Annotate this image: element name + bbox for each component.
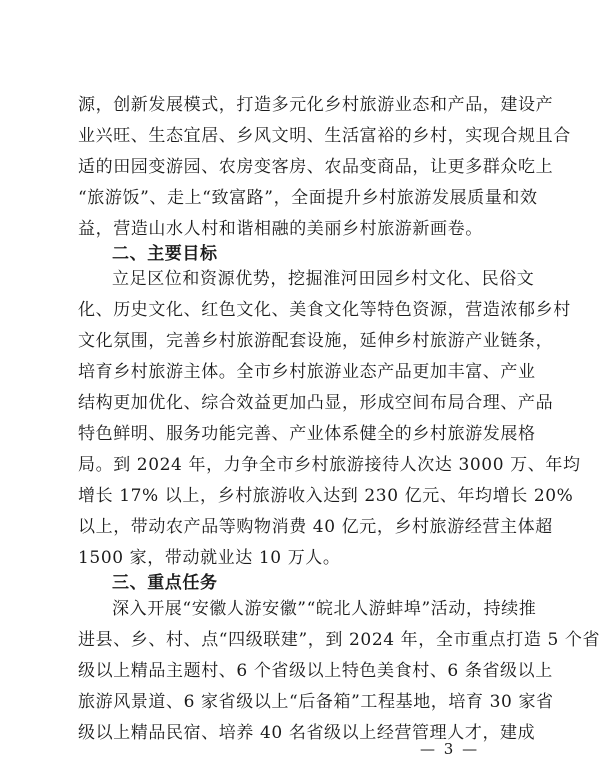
section-heading-main-goals: 二、主要目标 bbox=[112, 244, 218, 264]
body-line: 局。到 2024 年，力争全市乡村旅游接待人次达 3000 万、年均 bbox=[78, 455, 581, 475]
body-line: 培育乡村旅游主体。全市乡村旅游业态产品更加丰富、产业 bbox=[78, 362, 536, 382]
body-line: 立足区位和资源优势，挖掘淮河田园乡村文化、民俗文 bbox=[112, 269, 535, 289]
body-line: 增长 17% 以上，乡村旅游收入达到 230 亿元、年均增长 20% bbox=[78, 486, 574, 506]
body-line: 化、历史文化、红色文化、美食文化等特色资源，营造浓郁乡村 bbox=[78, 300, 571, 320]
section-heading-key-tasks: 三、重点任务 bbox=[112, 573, 218, 593]
body-line: 深入开展“安徽人游安徽”“皖北人游蚌埠”活动，持续推 bbox=[112, 599, 537, 619]
body-line: 旅游风景道、6 家省级以上“后备箱”工程基地，培育 30 家省 bbox=[78, 692, 554, 712]
body-line: 业兴旺、生态宜居、乡风文明、生活富裕的乡村，实现合规且合 bbox=[78, 126, 571, 146]
body-line: 进县、乡、村、点“四级联建”，到 2024 年，全市重点打造 5 个省 bbox=[78, 630, 600, 650]
body-line: “旅游饭”、走上“致富路”，全面提升乡村旅游发展质量和效 bbox=[78, 188, 538, 208]
body-line: 结构更加优化、综合效益更加凸显，形成空间布局合理、产品 bbox=[78, 393, 554, 413]
body-line: 源，创新发展模式，打造多元化乡村旅游业态和产品，建设产 bbox=[78, 95, 554, 115]
body-line: 1500 家，带动就业达 10 万人。 bbox=[78, 548, 341, 568]
page-number: — 3 — bbox=[420, 740, 480, 758]
body-line: 文化氛围，完善乡村旅游配套设施，延伸乡村旅游产业链条， bbox=[78, 331, 554, 351]
body-line: 特色鲜明、服务功能完善、产业体系健全的乡村旅游发展格 bbox=[78, 424, 536, 444]
body-line: 以上，带动农产品等购物消费 40 亿元，乡村旅游经营主体超 bbox=[78, 517, 553, 537]
body-line: 益，营造山水人村和谐相融的美丽乡村旅游新画卷。 bbox=[78, 219, 483, 239]
body-line: 级以上精品民宿、培养 40 名省级以上经营管理人才，建成 bbox=[78, 723, 536, 743]
body-line: 适的田园变游园、农房变客房、农品变商品，让更多群众吃上 bbox=[78, 157, 554, 177]
body-line: 级以上精品主题村、6 个省级以上特色美食村、6 条省级以上 bbox=[78, 661, 553, 681]
